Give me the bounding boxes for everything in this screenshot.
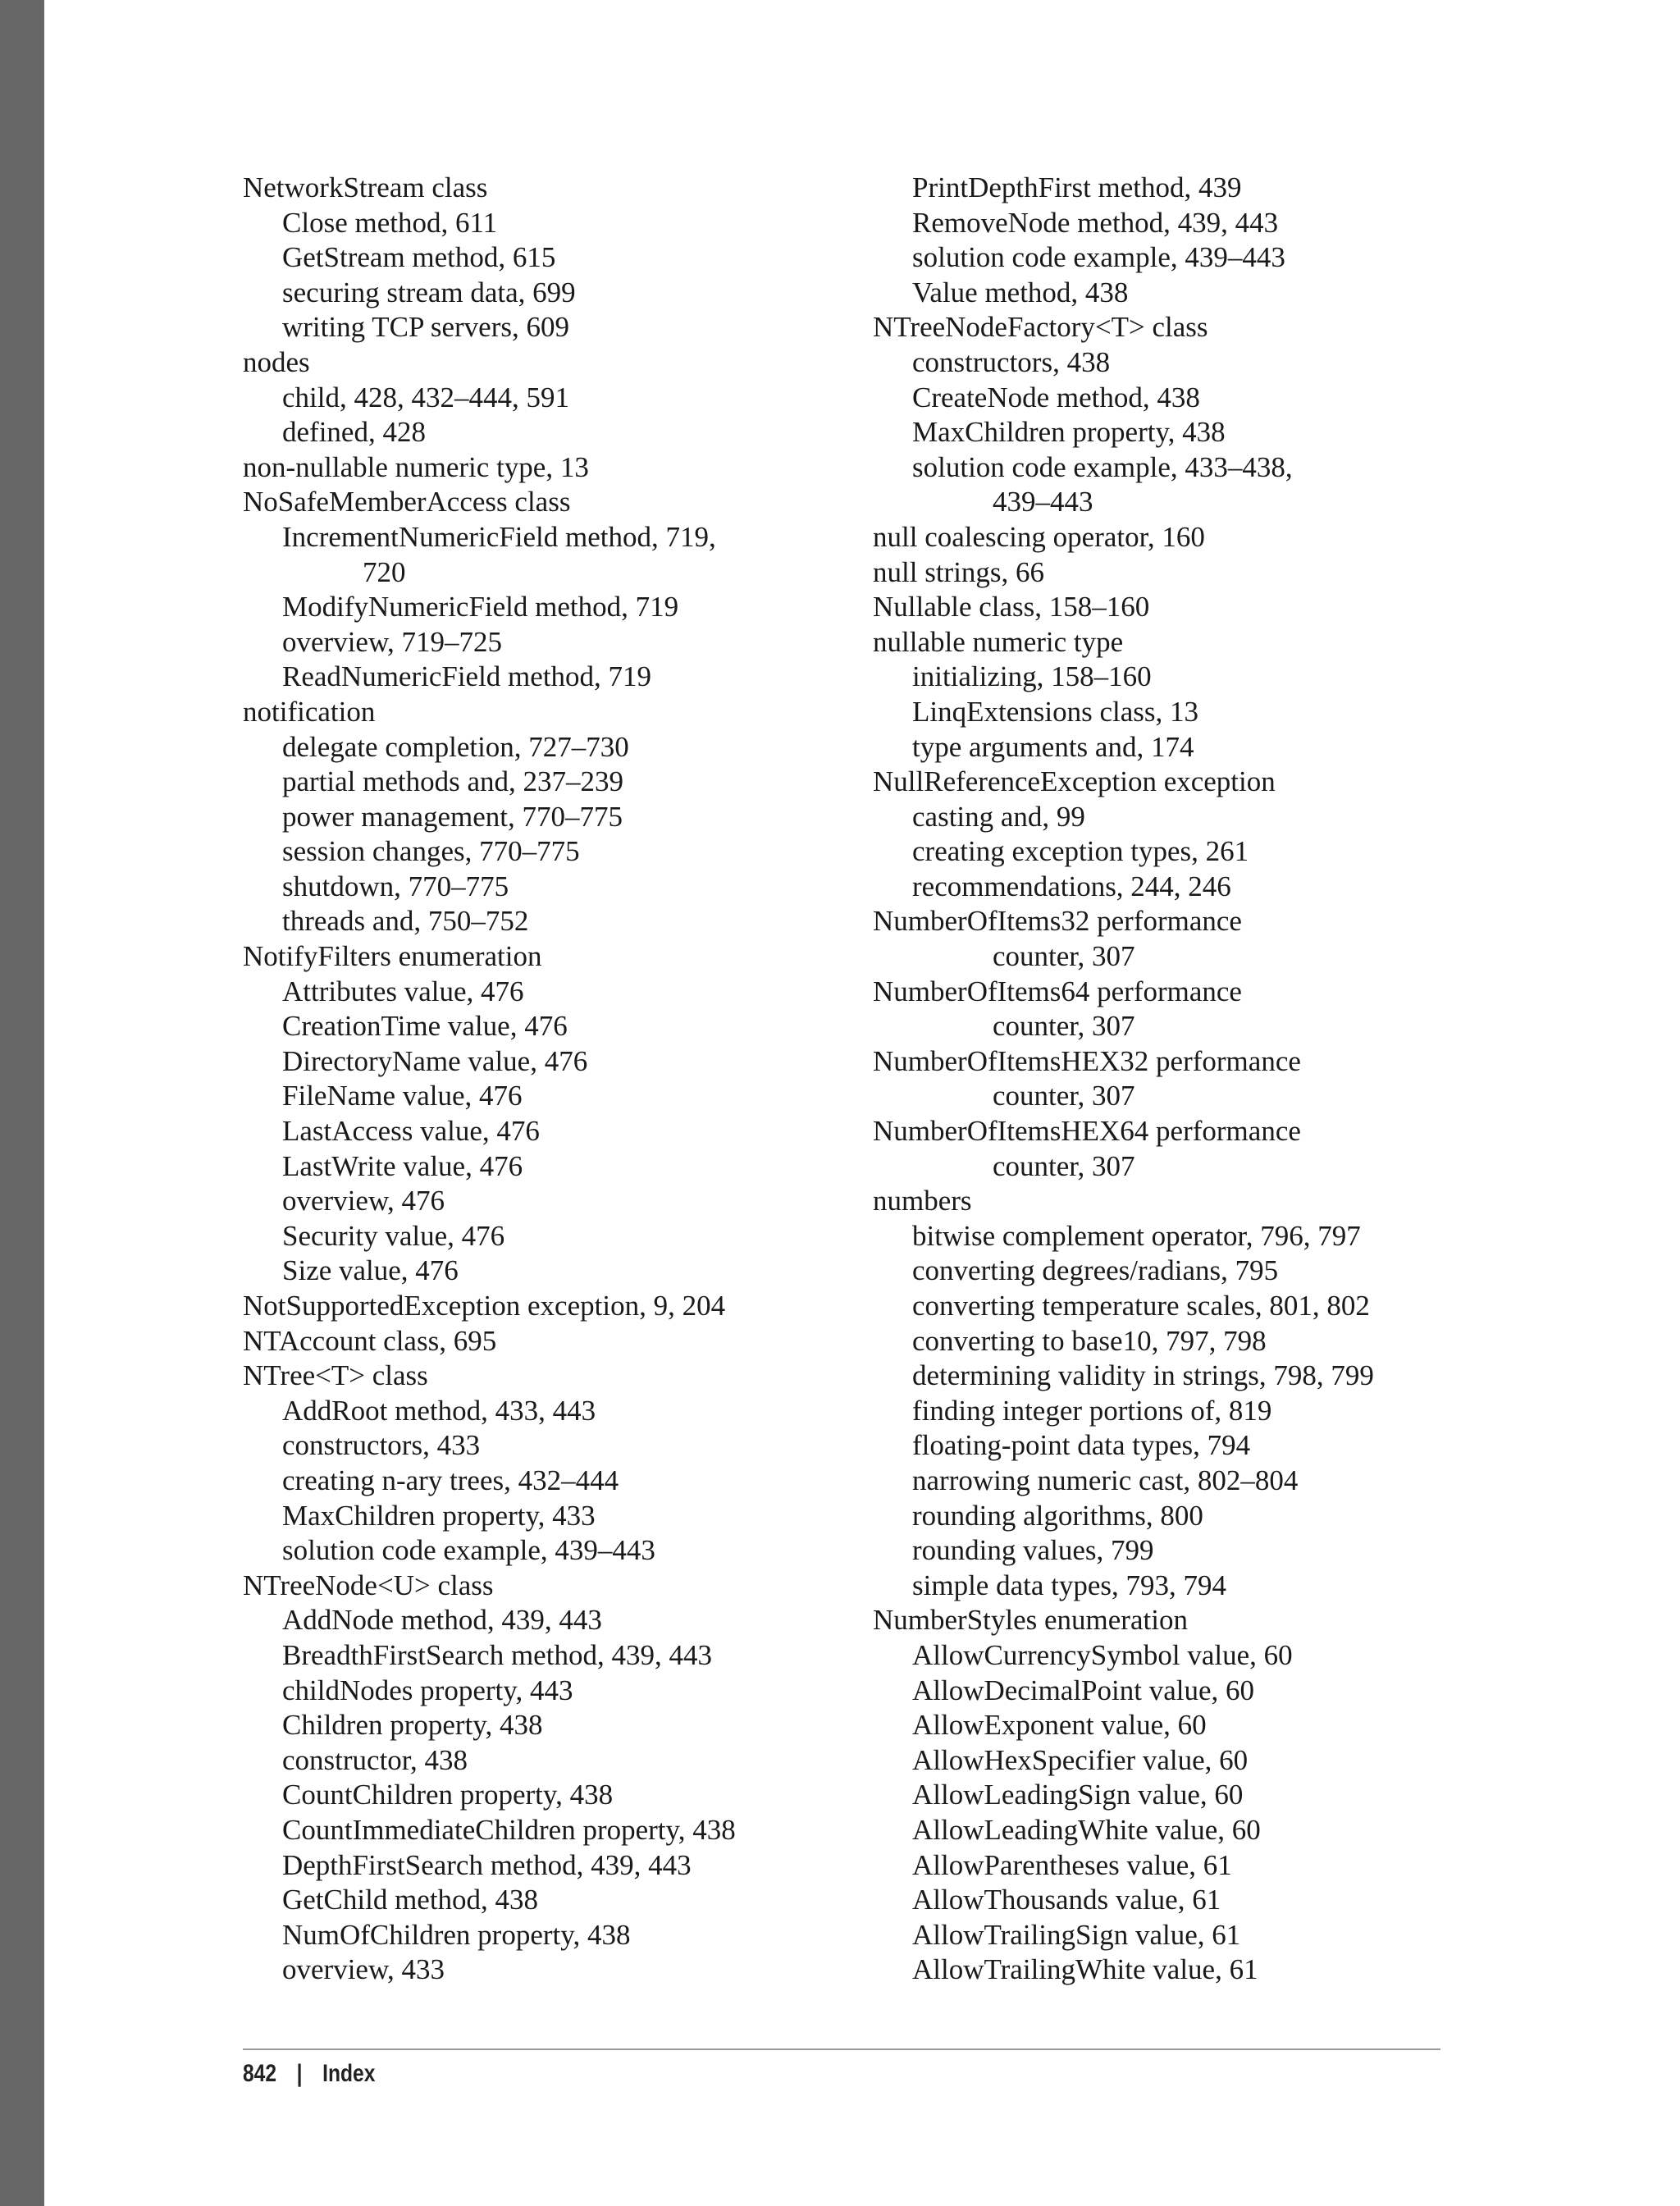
index-subentry: determining validity in strings, 798, 799: [912, 1359, 1374, 1392]
index-subentry: power management, 770–775: [282, 800, 623, 833]
index-subentry: solution code example, 439–443: [912, 241, 1285, 274]
index-entry: NumberOfItems32 performance: [873, 905, 1242, 938]
index-subentry: bitwise complement operator, 796, 797: [912, 1219, 1361, 1252]
footer-separator: |: [296, 2060, 303, 2087]
index-subentry: converting temperature scales, 801, 802: [912, 1290, 1370, 1322]
index-subentry: CreateNode method, 438: [912, 381, 1200, 413]
index-subentry: FileName value, 476: [282, 1080, 523, 1112]
index-entry: nodes: [243, 345, 310, 378]
index-subentry: Value method, 438: [912, 276, 1129, 308]
index-subentry: solution code example, 439–443: [282, 1534, 655, 1567]
index-subentry: DepthFirstSearch method, 439, 443: [282, 1848, 692, 1881]
index-subentry: floating-point data types, 794: [912, 1429, 1251, 1462]
index-subentry: AllowCurrencySymbol value, 60: [912, 1638, 1293, 1671]
page-footer: [243, 2058, 375, 2090]
index-subentry: MaxChildren property, 433: [282, 1499, 596, 1532]
index-subentry: rounding values, 799: [912, 1534, 1154, 1567]
index-subentry: AllowLeadingWhite value, 60: [912, 1813, 1261, 1846]
index-subentry: DirectoryName value, 476: [282, 1044, 588, 1077]
index-subentry: overview, 476: [282, 1185, 445, 1217]
index-subentry: AllowParentheses value, 61: [912, 1848, 1232, 1881]
index-subentry: narrowing numeric cast, 802–804: [912, 1464, 1299, 1496]
index-subentry: AllowTrailingWhite value, 61: [912, 1953, 1258, 1986]
index-subentry: constructor, 438: [282, 1743, 468, 1776]
index-subentry: casting and, 99: [912, 800, 1085, 833]
index-entry: NumberOfItemsHEX32 performance: [873, 1044, 1301, 1077]
index-subentry: AllowExponent value, 60: [912, 1709, 1207, 1742]
index-column-left: [243, 171, 866, 1988]
index-entry: nullable numeric type: [873, 625, 1124, 658]
index-subentry: Children property, 438: [282, 1709, 543, 1742]
index-subentry: RemoveNode method, 439, 443: [912, 206, 1279, 239]
index-entry: NotSupportedException exception, 9, 204: [243, 1290, 726, 1322]
index-entry: NetworkStream class: [243, 171, 488, 203]
index-subentry: CountChildren property, 438: [282, 1779, 614, 1811]
index-subentry: LinqExtensions class, 13: [912, 695, 1198, 728]
index-subentry: writing TCP servers, 609: [282, 311, 569, 344]
index-subentry: ModifyNumericField method, 719: [282, 591, 679, 623]
index-entry: null coalescing operator, 160: [873, 520, 1205, 553]
index-subentry: childNodes property, 443: [282, 1674, 573, 1706]
index-subentry: securing stream data, 699: [282, 276, 576, 308]
index-entry: NTreeNode<U> class: [243, 1569, 494, 1601]
index-subentry: partial methods and, 237–239: [282, 765, 624, 798]
index-subentry: BreadthFirstSearch method, 439, 443: [282, 1638, 712, 1671]
index-subentry: finding integer portions of, 819: [912, 1394, 1272, 1427]
index-subentry: delegate completion, 727–730: [282, 730, 629, 763]
index-subentry: rounding algorithms, 800: [912, 1499, 1203, 1532]
index-subentry: NumOfChildren property, 438: [282, 1918, 631, 1951]
index-subentry: creating n-ary trees, 432–444: [282, 1464, 619, 1496]
index-entry: NotifyFilters enumeration: [243, 940, 542, 973]
index-subentry: LastWrite value, 476: [282, 1149, 523, 1182]
index-subentry: defined, 428: [282, 416, 426, 449]
index-entry-continuation: counter, 307: [993, 940, 1135, 973]
page-edge-bar: [0, 0, 44, 2206]
index-subentry: recommendations, 244, 246: [912, 870, 1231, 902]
index-entry: NTreeNodeFactory<T> class: [873, 311, 1208, 344]
index-subentry: AllowDecimalPoint value, 60: [912, 1674, 1255, 1706]
index-entry: NumberOfItemsHEX64 performance: [873, 1115, 1301, 1148]
index-subentry: MaxChildren property, 438: [912, 416, 1226, 449]
index-subentry: GetChild method, 438: [282, 1884, 539, 1916]
index-entry: notification: [243, 695, 376, 728]
index-subentry: PrintDepthFirst method, 439: [912, 171, 1242, 203]
index-entry-continuation: counter, 307: [993, 1010, 1135, 1043]
index-entry-continuation: counter, 307: [993, 1080, 1135, 1112]
index-subentry: ReadNumericField method, 719: [282, 660, 652, 693]
index-subentry: initializing, 158–160: [912, 660, 1152, 693]
index-entry-continuation: 720: [363, 555, 406, 588]
index-entry: null strings, 66: [873, 555, 1045, 588]
section-title: Index: [322, 2060, 376, 2087]
index-subentry: CreationTime value, 476: [282, 1010, 568, 1043]
index-subentry: type arguments and, 174: [912, 730, 1194, 763]
index-entry: numbers: [873, 1185, 972, 1217]
index-subentry: AllowThousands value, 61: [912, 1884, 1221, 1916]
index-subentry: constructors, 433: [282, 1429, 481, 1462]
index-entry: NTree<T> class: [243, 1359, 428, 1392]
index-column-right: [873, 171, 1496, 1988]
index-subentry: AllowHexSpecifier value, 60: [912, 1743, 1249, 1776]
index-subentry: overview, 719–725: [282, 625, 502, 658]
index-subentry: LastAccess value, 476: [282, 1115, 540, 1148]
index-entry-continuation: counter, 307: [993, 1149, 1135, 1182]
index-subentry: child, 428, 432–444, 591: [282, 381, 569, 413]
index-subentry: threads and, 750–752: [282, 905, 529, 938]
index-subentry: solution code example, 433–438,: [912, 450, 1293, 483]
index-entry: NumberOfItems64 performance: [873, 975, 1242, 1007]
index-entry: NullReferenceException exception: [873, 765, 1276, 798]
index-entry: NTAccount class, 695: [243, 1324, 497, 1357]
index-entry: non-nullable numeric type, 13: [243, 450, 589, 483]
footer-rule: [243, 2048, 1440, 2050]
index-subentry: overview, 433: [282, 1953, 445, 1986]
index-subentry: AllowLeadingSign value, 60: [912, 1779, 1244, 1811]
index-entry: NoSafeMemberAccess class: [243, 486, 571, 518]
index-subentry: converting to base10, 797, 798: [912, 1324, 1267, 1357]
index-subentry: constructors, 438: [912, 345, 1111, 378]
index-entry: NumberStyles enumeration: [873, 1604, 1188, 1637]
index-subentry: IncrementNumericField method, 719,: [282, 520, 716, 553]
index-subentry: GetStream method, 615: [282, 241, 556, 274]
index-subentry: shutdown, 770–775: [282, 870, 509, 902]
index-subentry: Attributes value, 476: [282, 975, 524, 1007]
index-entry: Nullable class, 158–160: [873, 591, 1150, 623]
index-subentry: converting degrees/radians, 795: [912, 1254, 1279, 1287]
index-subentry: Close method, 611: [282, 206, 498, 239]
index-subentry: Security value, 476: [282, 1219, 505, 1252]
page-number: 842: [243, 2060, 277, 2087]
index-subentry: AddRoot method, 433, 443: [282, 1394, 596, 1427]
index-subentry: AllowTrailingSign value, 61: [912, 1918, 1241, 1951]
index-subentry: CountImmediateChildren property, 438: [282, 1813, 736, 1846]
index-subentry: Size value, 476: [282, 1254, 459, 1287]
index-subentry: AddNode method, 439, 443: [282, 1604, 602, 1637]
index-subentry: simple data types, 793, 794: [912, 1569, 1227, 1601]
index-entry-continuation: 439–443: [993, 486, 1093, 518]
index-subentry: creating exception types, 261: [912, 835, 1249, 868]
index-subentry: session changes, 770–775: [282, 835, 580, 868]
